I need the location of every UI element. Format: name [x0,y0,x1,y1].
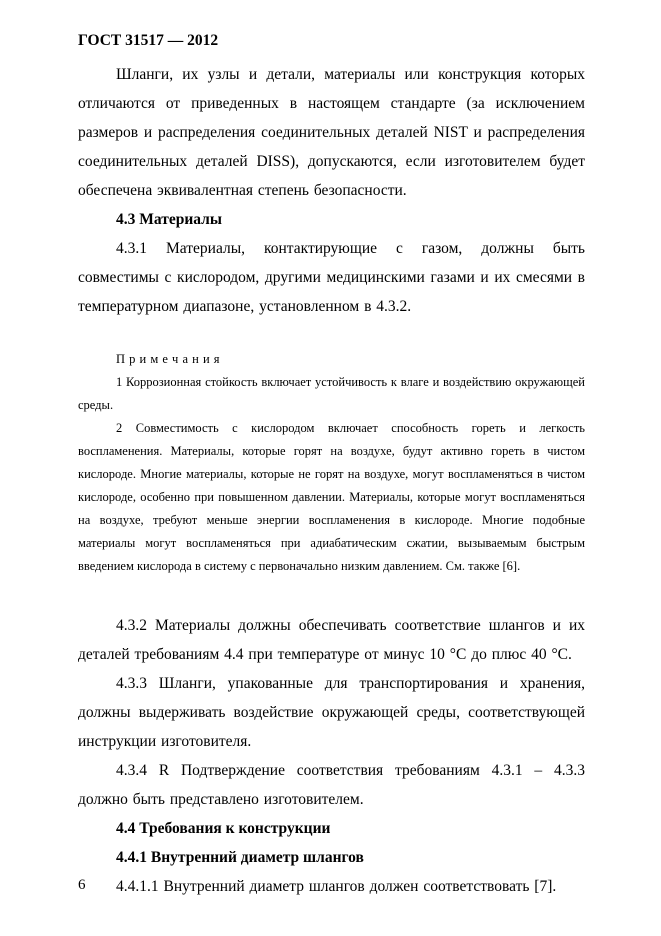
paragraph-4-4-1-1: 4.4.1.1 Внутренний диаметр шлангов должен соответствовать [7]. [116,878,557,895]
paragraph-4-3-2: 4.3.2 Материалы должны обеспечивать соответствие шлангов и их деталей требованиям 4.4 при температуре от минус 10 °С до плюс 40 °С. [78,617,585,663]
note-2: 2 Совместимость с кислородом включает способность гореть и легкость воспламенения. Материалы, которые горят на воздухе, будут активно гореть в чистом кислороде. Многие материалы, которые не горят на воздухе, могут воспламеняться в чистом кислороде, особенно при повышенном давлении. Материалы, которые могут воспламеняться на воздухе, требуют меньше энергии воспламенения в кислороде. Многие подобные материалы могут воспламеняться при адиабатическим сжатии, вызываемым быстрым введением кислорода в систему с первоначально низким давлением. См. также [6]. [78,421,585,573]
paragraph-intro: Шланги, их узлы и детали, материалы или конструкция которых отличаются от приведенных в настоящем стандарте (за исключением размеров и распределения соединительных деталей NIST и распределения соединительных деталей DISS), допускаются, если изготовителем будет обеспечена эквивалентная степень безопасности. [78,66,585,199]
section-heading-4-4: 4.4 Требования к конструкции [116,820,331,837]
note-1: 1 Коррозионная стойкость включает устойчивость к влаге и воздействию окружающей среды. [78,375,585,412]
notes-title: П р и м е ч а н и я [116,352,221,366]
paragraph-4-3-3: 4.3.3 Шланги, упакованные для транспортирования и хранения, должны выдерживать воздействие окружающей среды, соответствующей инструкции изготовителя. [78,675,585,750]
paragraph-4-3-4: 4.3.4 R Подтверждение соответствия требованиям 4.3.1 – 4.3.3 должно быть представлено изготовителем. [78,762,585,808]
paragraph-4-3-1: 4.3.1 Материалы, контактирующие с газом, должны быть совместимы с кислородом, другими медицинскими газами и их смесями в температурном диапазоне, установленном в 4.3.2. [78,240,585,315]
document-header: ГОСТ 31517 — 2012 [78,32,219,49]
notes-block [78,348,585,578]
section-heading-4-3: 4.3 Материалы [116,211,222,228]
section-heading-4-4-1: 4.4.1 Внутренний диаметр шлангов [116,849,364,866]
page-number: 6 [78,877,86,893]
